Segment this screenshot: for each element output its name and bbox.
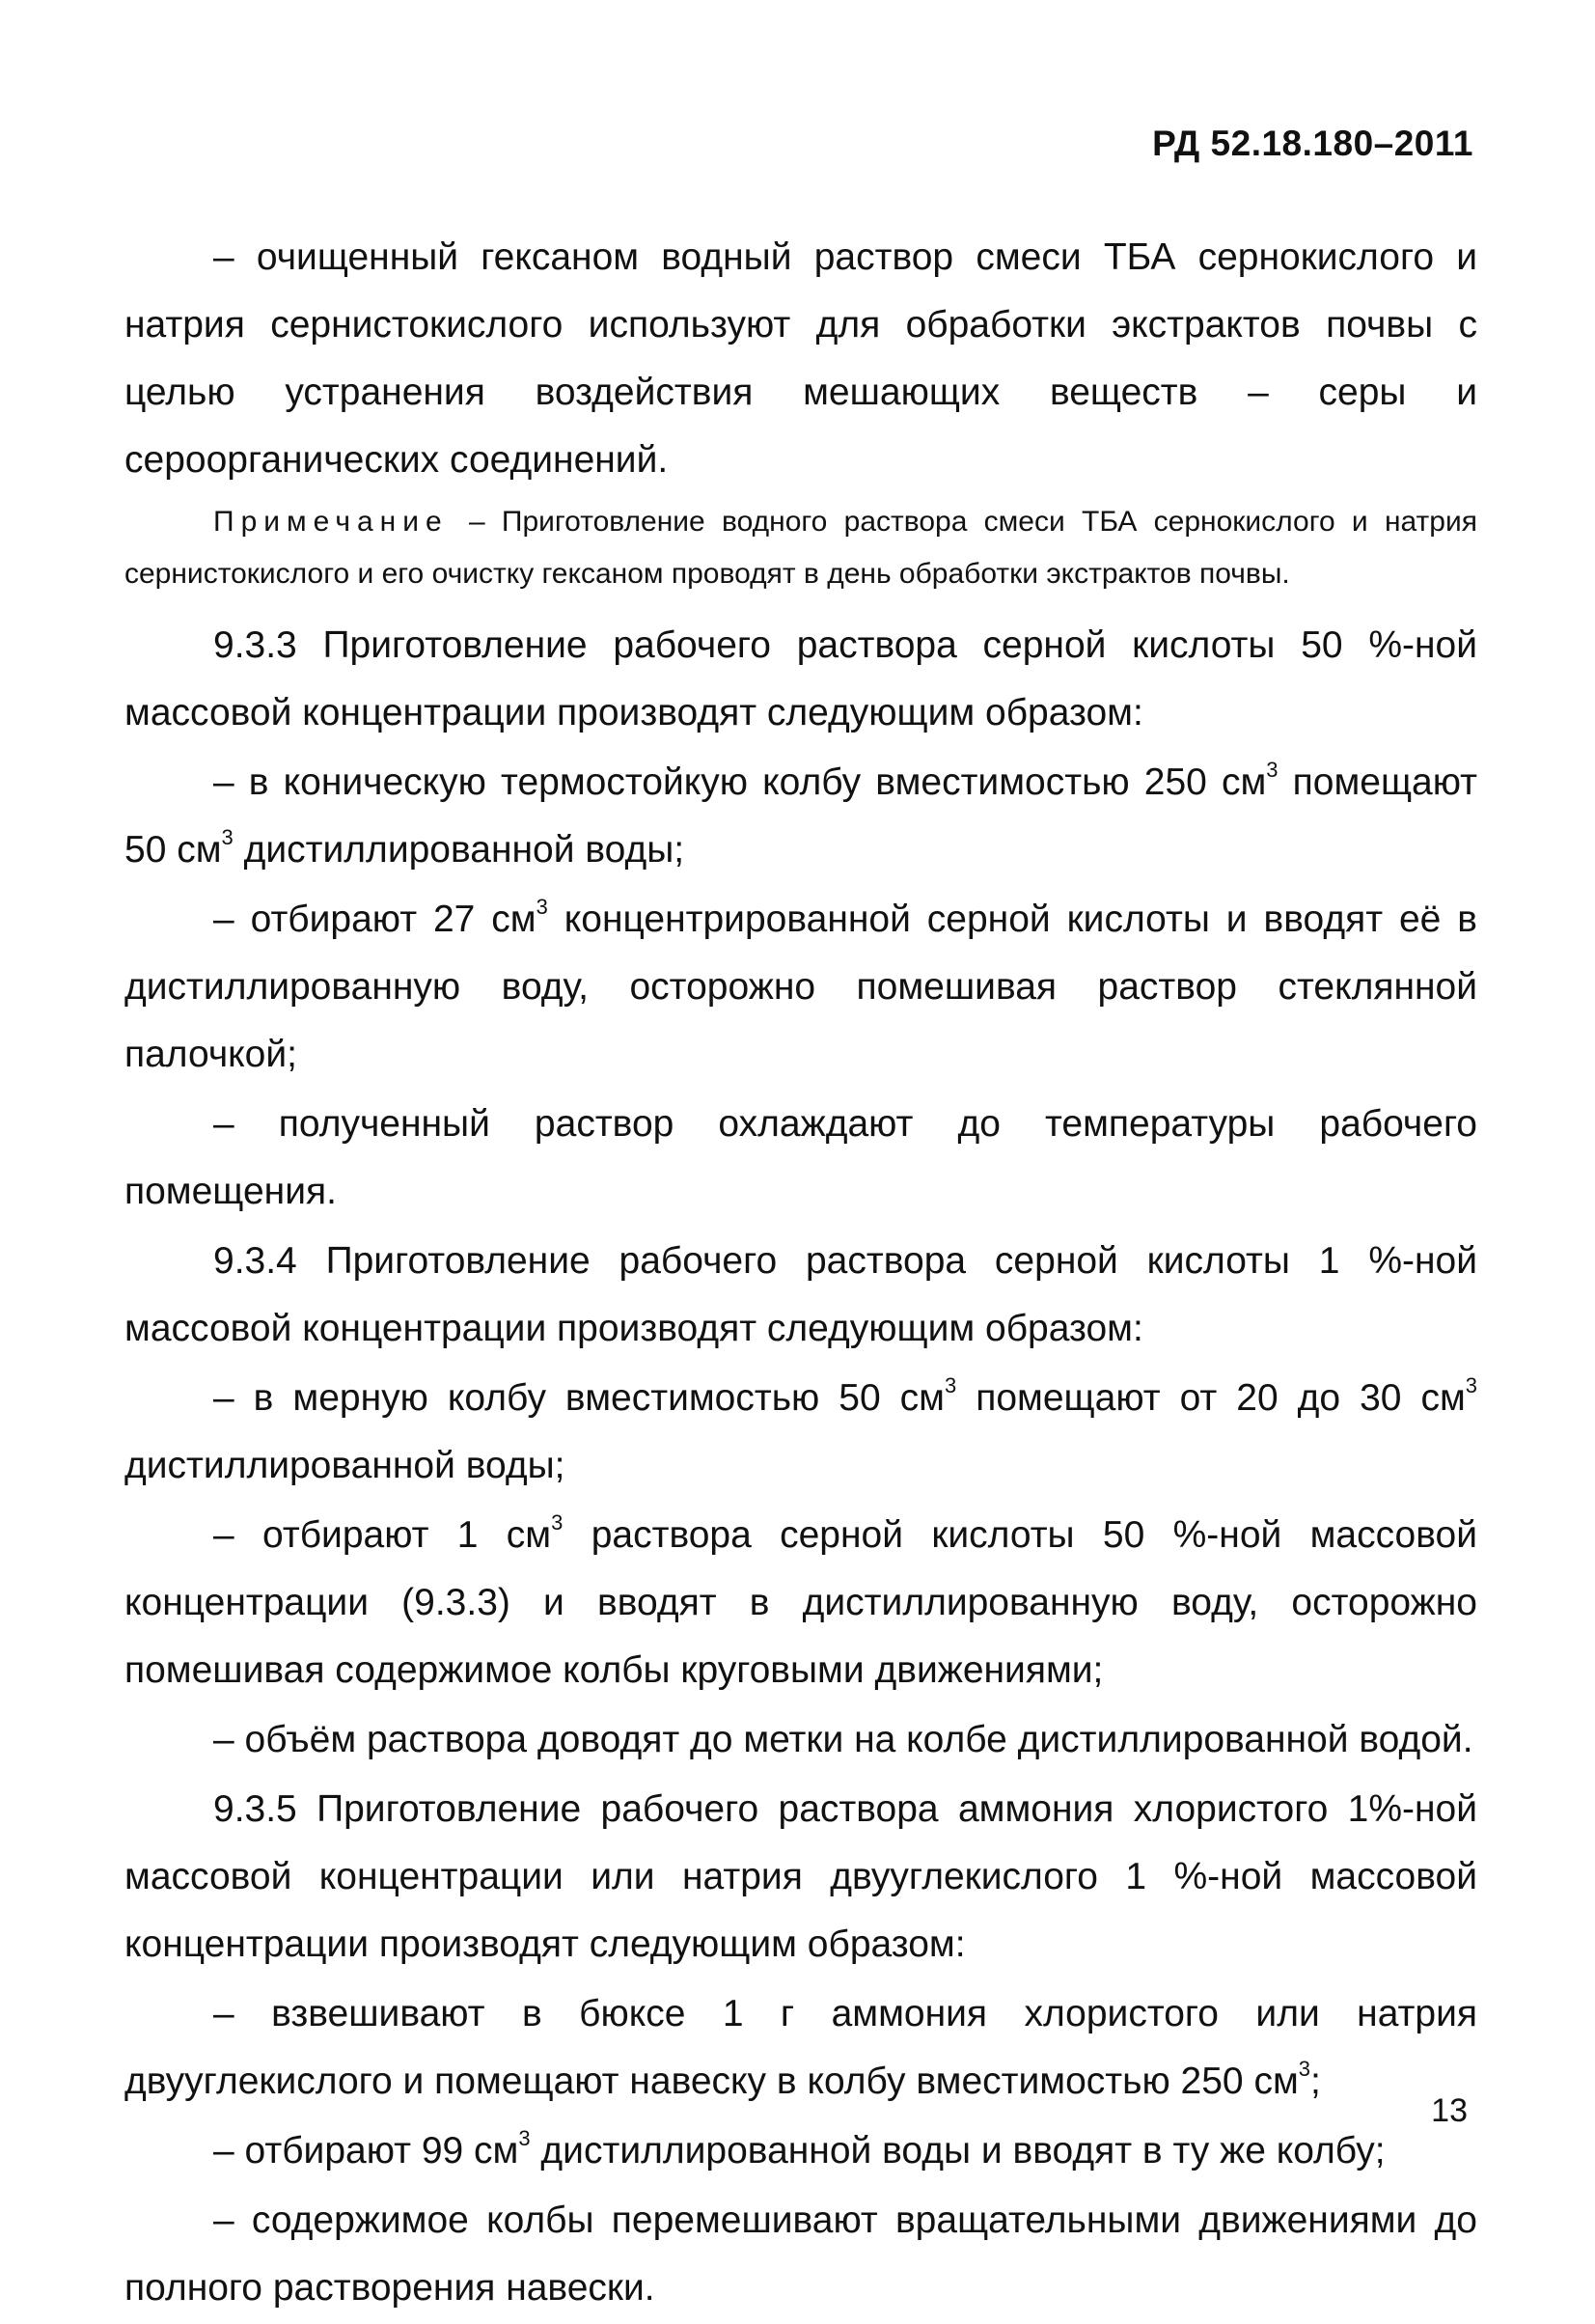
superscript: 3 (1465, 1373, 1477, 1397)
text-run: дистиллированной воды; (233, 829, 685, 871)
superscript: 3 (944, 1373, 957, 1397)
list-item (124, 2117, 1477, 2185)
text-run: раствора серной кислоты 50 %-ной массовой концентрации (9.3.3) и вводят в дистиллированную воду, осторожно помешивая содержимое колбы круговыми движениями; (124, 1514, 1478, 1691)
text-run: 9.3.3 Приготовление рабочего раствора серной кислоты 50 %-ной массовой концентрации производят следующим образом: (124, 624, 1477, 733)
text-run: – в коническую термостойкую колбу вместимостью 250 см (213, 761, 1267, 803)
text-run: 9.3.5 Приготовление рабочего раствора аммония хлористого 1%-ной массовой концентрации или натрия двууглекислого 1 %-ной массовой концентрации производят следующим образом: (124, 1788, 1477, 1965)
text-run: дистиллированной воды; (124, 1445, 565, 1486)
text-run: помещают 50 см (124, 761, 1477, 871)
note-block (124, 496, 1477, 600)
section-9-3-5 (124, 1776, 1477, 1978)
list-item (124, 886, 1477, 1089)
text-run: дистиллированной воды и вводят в ту же колбу; (530, 2130, 1386, 2172)
text-run: – взвешивают в бюксе 1 г аммония хлористого или натрия двууглекислого и помещают навеску в колбу вместимостью 250 см (124, 1993, 1477, 2102)
text-run: – содержимое колбы перемешивают вращательными движениями до полного растворения навески. (124, 2200, 1477, 2309)
text-run: – очищенный гексаном водный раствор смеси ТБА сернокислого и натрия сернистокислого используют для обработки экстрактов почвы с целью устранения воздействия мешающих веществ – серы и сероорганических соединений. (124, 236, 1477, 481)
text-run: 9.3.4 Приготовление рабочего раствора серной кислоты 1 %-ной массовой концентрации производят следующим образом: (124, 1240, 1477, 1349)
list-item (124, 2187, 1477, 2322)
superscript: 3 (221, 825, 234, 849)
list-item (124, 749, 1477, 884)
text-run: – отбирают 27 см (213, 899, 536, 940)
document-code: РД 52.18.180–2011 (1152, 124, 1473, 163)
section-9-3-4 (124, 1228, 1477, 1363)
text-run: – в мерную колбу вместимостью 50 см (213, 1377, 945, 1419)
list-item (124, 1502, 1477, 1704)
note-label: Примечание (213, 506, 449, 538)
text-run: – отбирают 99 см (213, 2130, 519, 2172)
text-run: помещают от 20 до 30 см (956, 1377, 1466, 1419)
text-run: концентрированной серной кислоты и вводят её в дистиллированную воду, осторожно помешивая раствор стеклянной палочкой; (124, 899, 1478, 1075)
list-item (124, 1365, 1477, 1500)
list-item (124, 1091, 1477, 1226)
superscript: 3 (536, 895, 548, 919)
superscript: 3 (551, 1510, 564, 1535)
section-9-3-3 (124, 612, 1477, 747)
text-run: – объём раствора доводят до метки на колбе дистиллированной водой. (213, 1719, 1473, 1760)
paragraph-solution-use (124, 224, 1477, 494)
list-item (124, 1706, 1477, 1774)
superscript: 3 (518, 2126, 531, 2150)
text-run: – отбирают 1 см (213, 1514, 552, 1556)
document-body (124, 224, 1477, 2324)
text-run: ; (1310, 2061, 1321, 2102)
note-text: – Приготовление водного раствора смеси ТБА сернокислого и натрия сернистокислого и его очистку гексаном проводят в день обработки экстрактов почвы. (124, 506, 1477, 590)
superscript: 3 (1266, 758, 1279, 782)
superscript: 3 (1298, 2057, 1311, 2081)
text-run: – полученный раствор охлаждают до температуры рабочего помещения. (124, 1103, 1477, 1212)
page-number: 13 (1431, 2092, 1468, 2129)
list-item (124, 1980, 1477, 2116)
